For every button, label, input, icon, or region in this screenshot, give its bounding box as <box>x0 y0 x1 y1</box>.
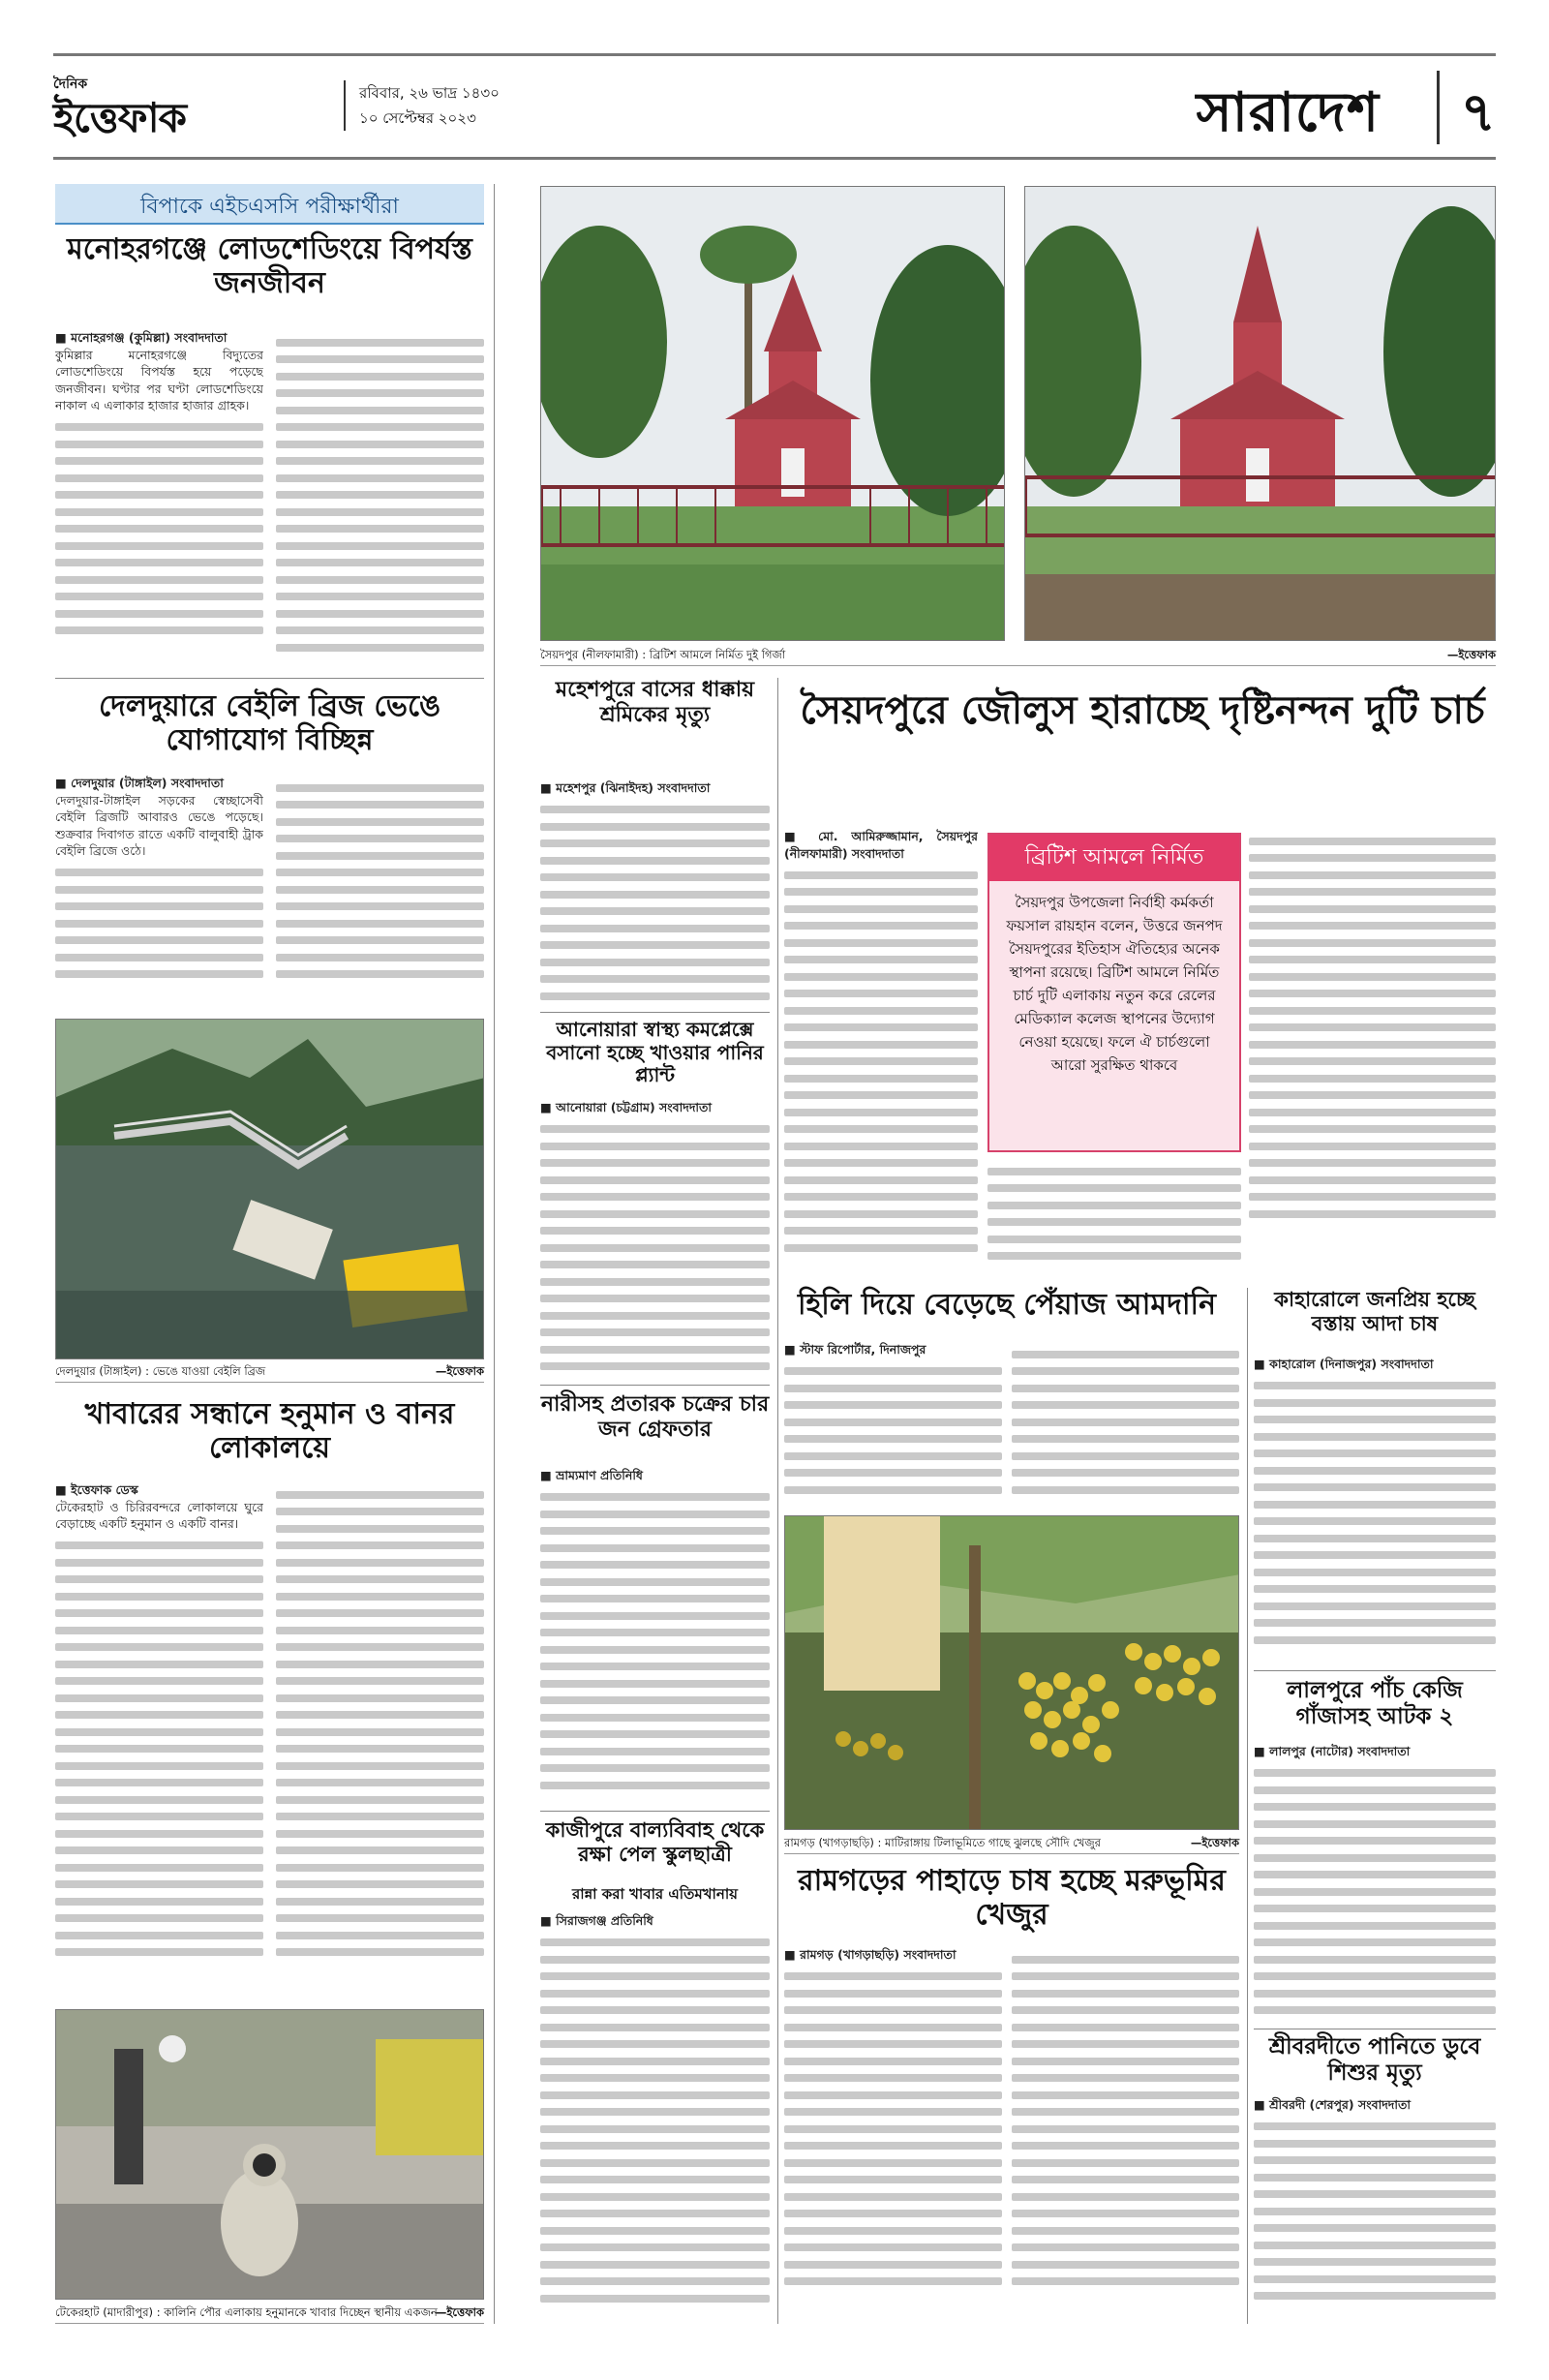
section-title: সারাদেশ <box>1196 80 1380 144</box>
bridge-photo[interactable] <box>55 1019 484 1359</box>
column-divider <box>494 184 495 2324</box>
story2-body-col2 <box>276 775 484 1012</box>
story6-byline: ■ ভ্রাম্যমাণ প্রতিনিধি <box>540 1468 643 1482</box>
church-photo-caption <box>540 647 1496 666</box>
church-illustration <box>1025 187 1496 641</box>
church-photo-right[interactable] <box>1024 186 1496 641</box>
story3-photo-caption <box>55 2304 484 2324</box>
story4-byline: ■ মহেশপুর (ঝিনাইদহ) সংবাদদাতা <box>540 780 711 795</box>
divider <box>1254 1670 1496 1671</box>
story3-byline: ■ ইত্তেফাক ডেস্ক <box>55 1482 138 1497</box>
divider <box>540 1811 770 1812</box>
divider <box>540 1385 770 1386</box>
story1-headline[interactable]: মনোহরগঞ্জে লোডশেডিংয়ে বিপর্যস্ত জনজীবন <box>67 232 472 301</box>
story11-body <box>1254 1743 1496 2024</box>
story8-body-col2 <box>987 1158 1241 1284</box>
story5-body <box>540 1099 770 1380</box>
story3-headline[interactable]: খাবারের সন্ধানে হনুমান ও বানর লোকালয়ে <box>84 1397 455 1466</box>
story3-body-col1 <box>55 1481 263 2004</box>
story9-byline: ■ স্টাফ রিপোর্টার, দিনাজপুর <box>784 1342 926 1357</box>
date-english: ১০ সেপ্টেম্বর ২০২৩ <box>359 109 476 127</box>
story10-byline: ■ কাহারোল (দিনাজপুর) সংবাদদাতা <box>1254 1357 1434 1371</box>
date-bangla: রবিবার, ২৬ ভাদ্র ১৪৩০ <box>359 84 500 102</box>
logo-text: ইত্তেফাক <box>53 94 187 141</box>
story1-body-col2 <box>276 329 484 668</box>
monkey-photo[interactable] <box>55 2009 484 2300</box>
story12-byline: ■ রামগড় (খাগড়াছড়ি) সংবাদদাতা <box>784 1947 957 1962</box>
story5-byline: ■ আনোয়ারা (চট্টগ্রাম) সংবাদদাতা <box>540 1100 713 1114</box>
pull-box-tag: ব্রিটিশ আমলে নির্মিত <box>989 835 1239 881</box>
story6-headline[interactable]: নারীসহ প্রতারক চক্রের চার জন গ্রেফতার <box>540 1391 770 1442</box>
column-divider <box>777 678 778 2324</box>
date-block <box>344 80 500 131</box>
photo-credit: —ইত্তেফাক <box>1190 1836 1239 1849</box>
story8-pull-box <box>987 833 1241 1152</box>
story4-headline[interactable]: মহেশপুরে বাসের ধাক্কায় শ্রমিকের মৃত্যু <box>555 677 755 727</box>
church-illustration <box>541 187 1005 641</box>
top-rule <box>53 53 1496 56</box>
story2-photo-caption <box>55 1363 484 1383</box>
story9-headline[interactable]: হিলি দিয়ে বেড়েছে পেঁয়াজ আমদানি <box>797 1288 1217 1322</box>
logo-small-text: দৈনিক <box>53 76 88 92</box>
story8-body-col1 <box>784 828 978 1283</box>
story13-body <box>1254 2096 1496 2319</box>
story10-body <box>1254 1356 1496 1665</box>
story6-body <box>540 1467 770 1806</box>
story2-byline: ■ দেলদুয়ার (টাঙ্গাইল) সংবাদদাতা <box>55 776 224 790</box>
story8-body-col3 <box>1249 828 1496 1283</box>
church-photo-left[interactable] <box>540 186 1005 641</box>
story1-text-lines <box>55 423 263 634</box>
story10-headline[interactable]: কাহারোলে জনপ্রিয় হচ্ছে বস্তায় আদা চাষ <box>1274 1287 1475 1335</box>
story2-lead: দেলদুয়ার-টাঙ্গাইল সড়কের স্বেচ্ছাসেবী বেইলি ব্রিজটি আবারও ভেঙে পড়েছে। শুক্রবার দিবাগত রাতে একটি বালুবাহী ট্রাক বেইলি ব্রিজে ওঠে। <box>55 792 263 858</box>
caption-text: দেলদুয়ার (টাঙ্গাইল) : ভেঙে যাওয়া বেইলি ব্রিজ <box>55 1364 266 1378</box>
divider <box>540 1012 770 1013</box>
story1-body-col1 <box>55 329 263 668</box>
story12-body-col1 <box>784 1946 1002 2319</box>
dates-illustration <box>785 1516 1239 1830</box>
dates-photo[interactable] <box>784 1515 1239 1830</box>
caption-text: টেকেরহাট (মাদারীপুর) : কালিনি পৌর এলাকায় হনুমানকে খাবার দিচ্ছেন স্থানীয় একজন <box>55 2305 438 2319</box>
masthead <box>53 53 1496 160</box>
story1-kicker: বিপাকে এইচএসসি পরীক্ষার্থীরা <box>55 184 484 225</box>
story7-body <box>540 1912 770 2319</box>
story7-headline[interactable]: কাজীপুরে বাল্যবিবাহ থেকে রক্ষা পেল স্কুলছাত্রী <box>545 1817 765 1866</box>
photo-credit: —ইত্তেফাক <box>1446 648 1496 661</box>
newspaper-logo[interactable] <box>53 73 257 140</box>
story11-headline[interactable]: লালপুরে পাঁচ কেজি গাঁজাসহ আটক ২ <box>1287 1677 1463 1730</box>
dates-photo-caption <box>784 1835 1239 1854</box>
caption-text: সৈয়দপুর (নীলফামারী) : ব্রিটিশ আমলে নির্মিত দুই গির্জা <box>540 648 786 661</box>
story1-byline: ■ মনোহরগঞ্জ (কুমিল্লা) সংবাদদাতা <box>55 330 228 345</box>
story8-headline[interactable]: সৈয়দপুরে জৌলুস হারাচ্ছে দৃষ্টিনন্দন দুটি চার্চ <box>800 687 1485 733</box>
story7-subhead: রান্না করা খাবার এতিমখানায় <box>571 1885 739 1903</box>
column-divider <box>1247 1288 1248 2324</box>
story3-lead: টেকেরহাট ও চিরিরবন্দরে লোকালয়ে ঘুরে বেড়াচ্ছে একটি হনুমান ও একটি বানর। <box>55 1499 263 1531</box>
bridge-illustration <box>56 1020 484 1359</box>
story12-body-col2 <box>1012 1946 1239 2319</box>
story12-headline[interactable]: রামগড়ের পাহাড়ে চাষ হচ্ছে মরুভূমির খেজুর <box>798 1864 1226 1933</box>
story7-byline: ■ সিরাজগঞ্জ প্রতিনিধি <box>540 1913 653 1928</box>
story2-headline[interactable]: দেলদুয়ারে বেইলি ব্রিজ ভেঙে যোগাযোগ বিচ্ছিন্ন <box>98 689 441 758</box>
divider <box>55 678 484 679</box>
story8-byline: ■ মো. আমিরুজ্জামান, সৈয়দপুর (নীলফামারী) সংবাদদাতা <box>784 829 978 861</box>
photo-credit: —ইত্তেফাক <box>435 2305 484 2319</box>
story4-body <box>540 779 770 1007</box>
story9-body-col2 <box>1012 1341 1239 1510</box>
story5-headline[interactable]: আনোয়ারা স্বাস্থ্য কমপ্লেক্সে বসানো হচ্ছে খাওয়ার পানির প্ল্যান্ট <box>546 1018 764 1087</box>
page-number: ৭ <box>1437 71 1496 144</box>
story2-body-col1 <box>55 775 263 1012</box>
pull-box-quote: সৈয়দপুর উপজেলা নির্বাহী কর্মকর্তা ফয়সাল রায়হান বলেন, উত্তরে জনপদ সৈয়দপুরের ইতিহাস ঐতিহ্যের অনেক স্থাপনা রয়েছে। ব্রিটিশ আমলে নির্মিত চার্চ দুটি এলাকায় নতুন করে রেলের মেডিক্যাল কলেজ স্থাপনের উদ্যোগ নেওয়া হয়েছে। ফলে ঐ চার্চগুলো আরো সুরক্ষিত থাকবে <box>1006 894 1223 1074</box>
photo-credit: —ইত্তেফাক <box>435 1364 484 1378</box>
story13-headline[interactable]: শ্রীবরদীতে পানিতে ডুবে শিশুর মৃত্যু <box>1268 2033 1481 2087</box>
caption-text: রামগড় (খাগড়াছড়ি) : মাটিরাঙ্গায় টিলাভূমিতে গাছে ঝুলছে সৌদি খেজুর <box>784 1836 1101 1849</box>
monkey-illustration <box>56 2010 484 2300</box>
story3-body-col2 <box>276 1481 484 2004</box>
story9-body-col1 <box>784 1341 1002 1510</box>
story1-lead: কুমিল্লার মনোহরগঞ্জে বিদ্যুতের লোডশেডিংয়ে বিপর্যস্ত হয়ে পড়েছে জনজীবন। ঘণ্টার পর ঘণ্টা লোডশেডিংয়ে নাকাল এ এলাকার হাজার হাজার গ্রাহক। <box>55 347 263 412</box>
story13-byline: ■ শ্রীবরদী (শেরপুর) সংবাদদাতা <box>1254 2097 1411 2112</box>
story11-byline: ■ লালপুর (নাটোর) সংবাদদাতা <box>1254 1744 1411 1758</box>
